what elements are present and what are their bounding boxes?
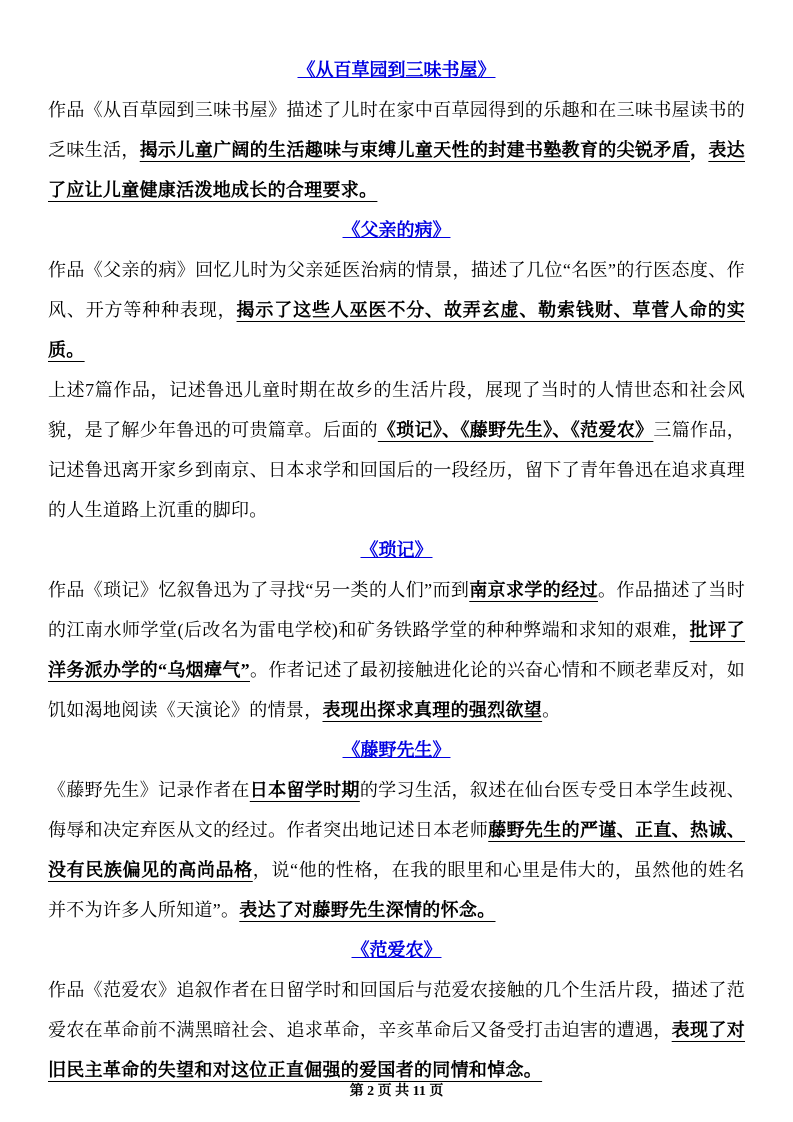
text-run: 。作品描述了当时的江南水师学堂(后改名为雷电学校)和矿务铁路学堂的种种弊端和求知的艰难， (48, 580, 745, 640)
document-content (48, 50, 745, 1090)
text-run: 三篇作品，记述鲁迅离开家乡到南京、日本求学和回国后的一段经历，留下了青年鲁迅在追求真理的人生道路上沉重的脚印。 (48, 420, 745, 520)
text-run: 。 (542, 700, 561, 720)
emphasized-text-run: 表达了对藤野先生深情的怀念。 (239, 900, 496, 920)
emphasized-text-run: 日本留学时期 (249, 780, 360, 800)
emphasized-text-run: 表达了应让儿童健康活泼地成长的合理要求。 (48, 140, 745, 200)
section-heading (48, 930, 745, 970)
emphasized-text-run: 批评了洋务派办学的“乌烟瘴气” (48, 620, 745, 680)
text-run: 作品《从百草园到三味书屋》描述了儿时在家中百草园得到的乐趣和在三味书屋读书的乏味生活， (48, 100, 745, 160)
emphasized-text-run: 表现出探求真理的强烈欲望 (322, 700, 543, 720)
paragraph (48, 90, 745, 210)
section-heading-link[interactable]: 《琐记》 (360, 540, 433, 560)
text-run: 。作者记述了最初接触进化论的兴奋心情和不顾老辈反对，如饥如渴地阅读《天演论》的情景， (48, 660, 745, 720)
emphasized-text-run: 揭示了这些人巫医不分、故弄玄虚、勒索钱财、草菅人命的实质。 (48, 300, 745, 360)
section-heading-link[interactable]: 《藤野先生》 (342, 740, 451, 760)
text-run: ， (690, 140, 709, 160)
text-run: 《藤野先生》记录作者在 (48, 780, 250, 800)
text-run: ，说“他的性格，在我的眼里和心里是伟大的，虽然他的姓名并不为许多人所知道”。 (48, 860, 745, 920)
section-heading (48, 210, 745, 250)
section-heading (48, 530, 745, 570)
emphasized-text-run: 藤野先生的严谨、正直、热诚、没有民族偏见的高尚品格 (48, 820, 745, 880)
section-heading (48, 730, 745, 770)
paragraph (48, 250, 745, 370)
paragraph (48, 370, 745, 530)
text-run: 作品《父亲的病》回忆儿时为父亲延医治病的情景，描述了几位“名医”的行医态度、作风、开方等种种表现， (48, 260, 745, 320)
emphasized-text-run: 南京求学的经过 (469, 580, 598, 600)
paragraph (48, 770, 745, 930)
paragraph (48, 970, 745, 1090)
section-heading-link[interactable]: 《父亲的病》 (342, 220, 451, 240)
text-run: 上述7篇作品，记述鲁迅儿童时期在故乡的生活片段，展现了当时的人情世态和社会风貌，是了解少年鲁迅的可贵篇章。后面的 (48, 380, 745, 440)
section-heading-link[interactable]: 《范爱农》 (351, 940, 442, 960)
paragraph (48, 570, 745, 730)
section-heading (48, 50, 745, 90)
emphasized-text-run: 表现了对旧民主革命的失望和对这位正直倔强的爱国者的同情和悼念。 (48, 1020, 746, 1080)
emphasized-text-run: 《琐记》、《藤野先生》、《范爱农》 (377, 420, 654, 440)
page-footer: 第 2 页 共 11 页 (349, 1084, 444, 1099)
text-run: 作品《琐记》忆叙鲁迅为了寻找“另一类的人们”而到 (48, 580, 470, 600)
section-heading-link[interactable]: 《从百草园到三味书屋》 (297, 60, 496, 80)
text-run: 作品《范爱农》追叙作者在日留学时和回国后与范爱农接触的几个生活片段，描述了范爱农在革命前不满黑暗社会、追求革命，辛亥革命后又备受打击迫害的遭遇， (48, 980, 745, 1040)
emphasized-text-run: 揭示儿童广阔的生活趣味与束缚儿童天性的封建书塾教育的尖锐矛盾 (139, 140, 690, 160)
text-run: 的学习生活，叙述在仙台医专受日本学生歧视、侮辱和决定弃医从文的经过。作者突出地记述日本老师 (48, 780, 745, 840)
